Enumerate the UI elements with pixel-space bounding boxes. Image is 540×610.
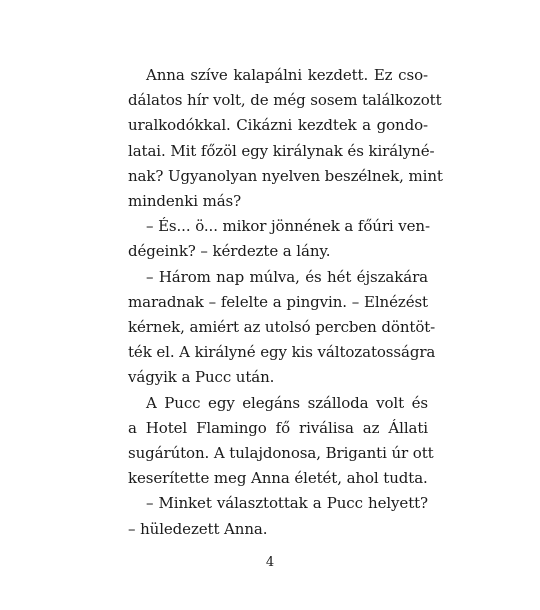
text-line: keserítette meg Anna életét, ahol tudta.: [128, 469, 428, 488]
text-line: sugárúton. A tulajdonosa, Briganti úr ott: [128, 444, 434, 463]
text-line: dégeink? – kérdezte a lány.: [128, 242, 331, 261]
text-line: maradnak – felelte a pingvin. – Elnézést: [128, 292, 428, 311]
text-line: – Minket választottak a Pucc helyett?: [146, 494, 428, 513]
text-line: uralkodókkal. Cikázni kezdtek a gondo-: [128, 116, 428, 135]
paragraph: [128, 391, 434, 492]
text-line: A Pucc egy elegáns szálloda volt és: [146, 393, 428, 412]
text-line: – És... ö... mikor jönnének a főúri ven-: [146, 217, 430, 236]
text-line: kérnek, amiért az utolsó percben döntöt-: [128, 318, 436, 337]
text-line: – hüledezett Anna.: [128, 519, 268, 538]
text-line: Anna szíve kalapálni kezdett. Ez cso-: [146, 66, 428, 84]
text-line: latai. Mit főzöl egy királynak és királyné-: [128, 141, 435, 160]
text-line: vágyik a Pucc után.: [128, 368, 275, 387]
text-line: dálatos hír volt, de még sosem találkozott: [128, 91, 442, 110]
paragraph: [128, 63, 443, 214]
text-line: a Hotel Flamingo fő riválisa az Állati: [128, 418, 428, 437]
paragraph: [128, 265, 436, 391]
text-line: ték el. A királyné egy kis változatosságra: [128, 343, 436, 362]
body-text: [128, 63, 443, 542]
text-line: mindenki más?: [128, 192, 242, 211]
page-number: 4: [265, 555, 275, 570]
text-line: nak? Ugyanolyan nyelven beszélnek, mint: [128, 166, 443, 185]
text-line: – Három nap múlva, és hét éjszakára: [146, 267, 428, 286]
paragraph: [128, 491, 428, 541]
paragraph: [128, 214, 428, 264]
